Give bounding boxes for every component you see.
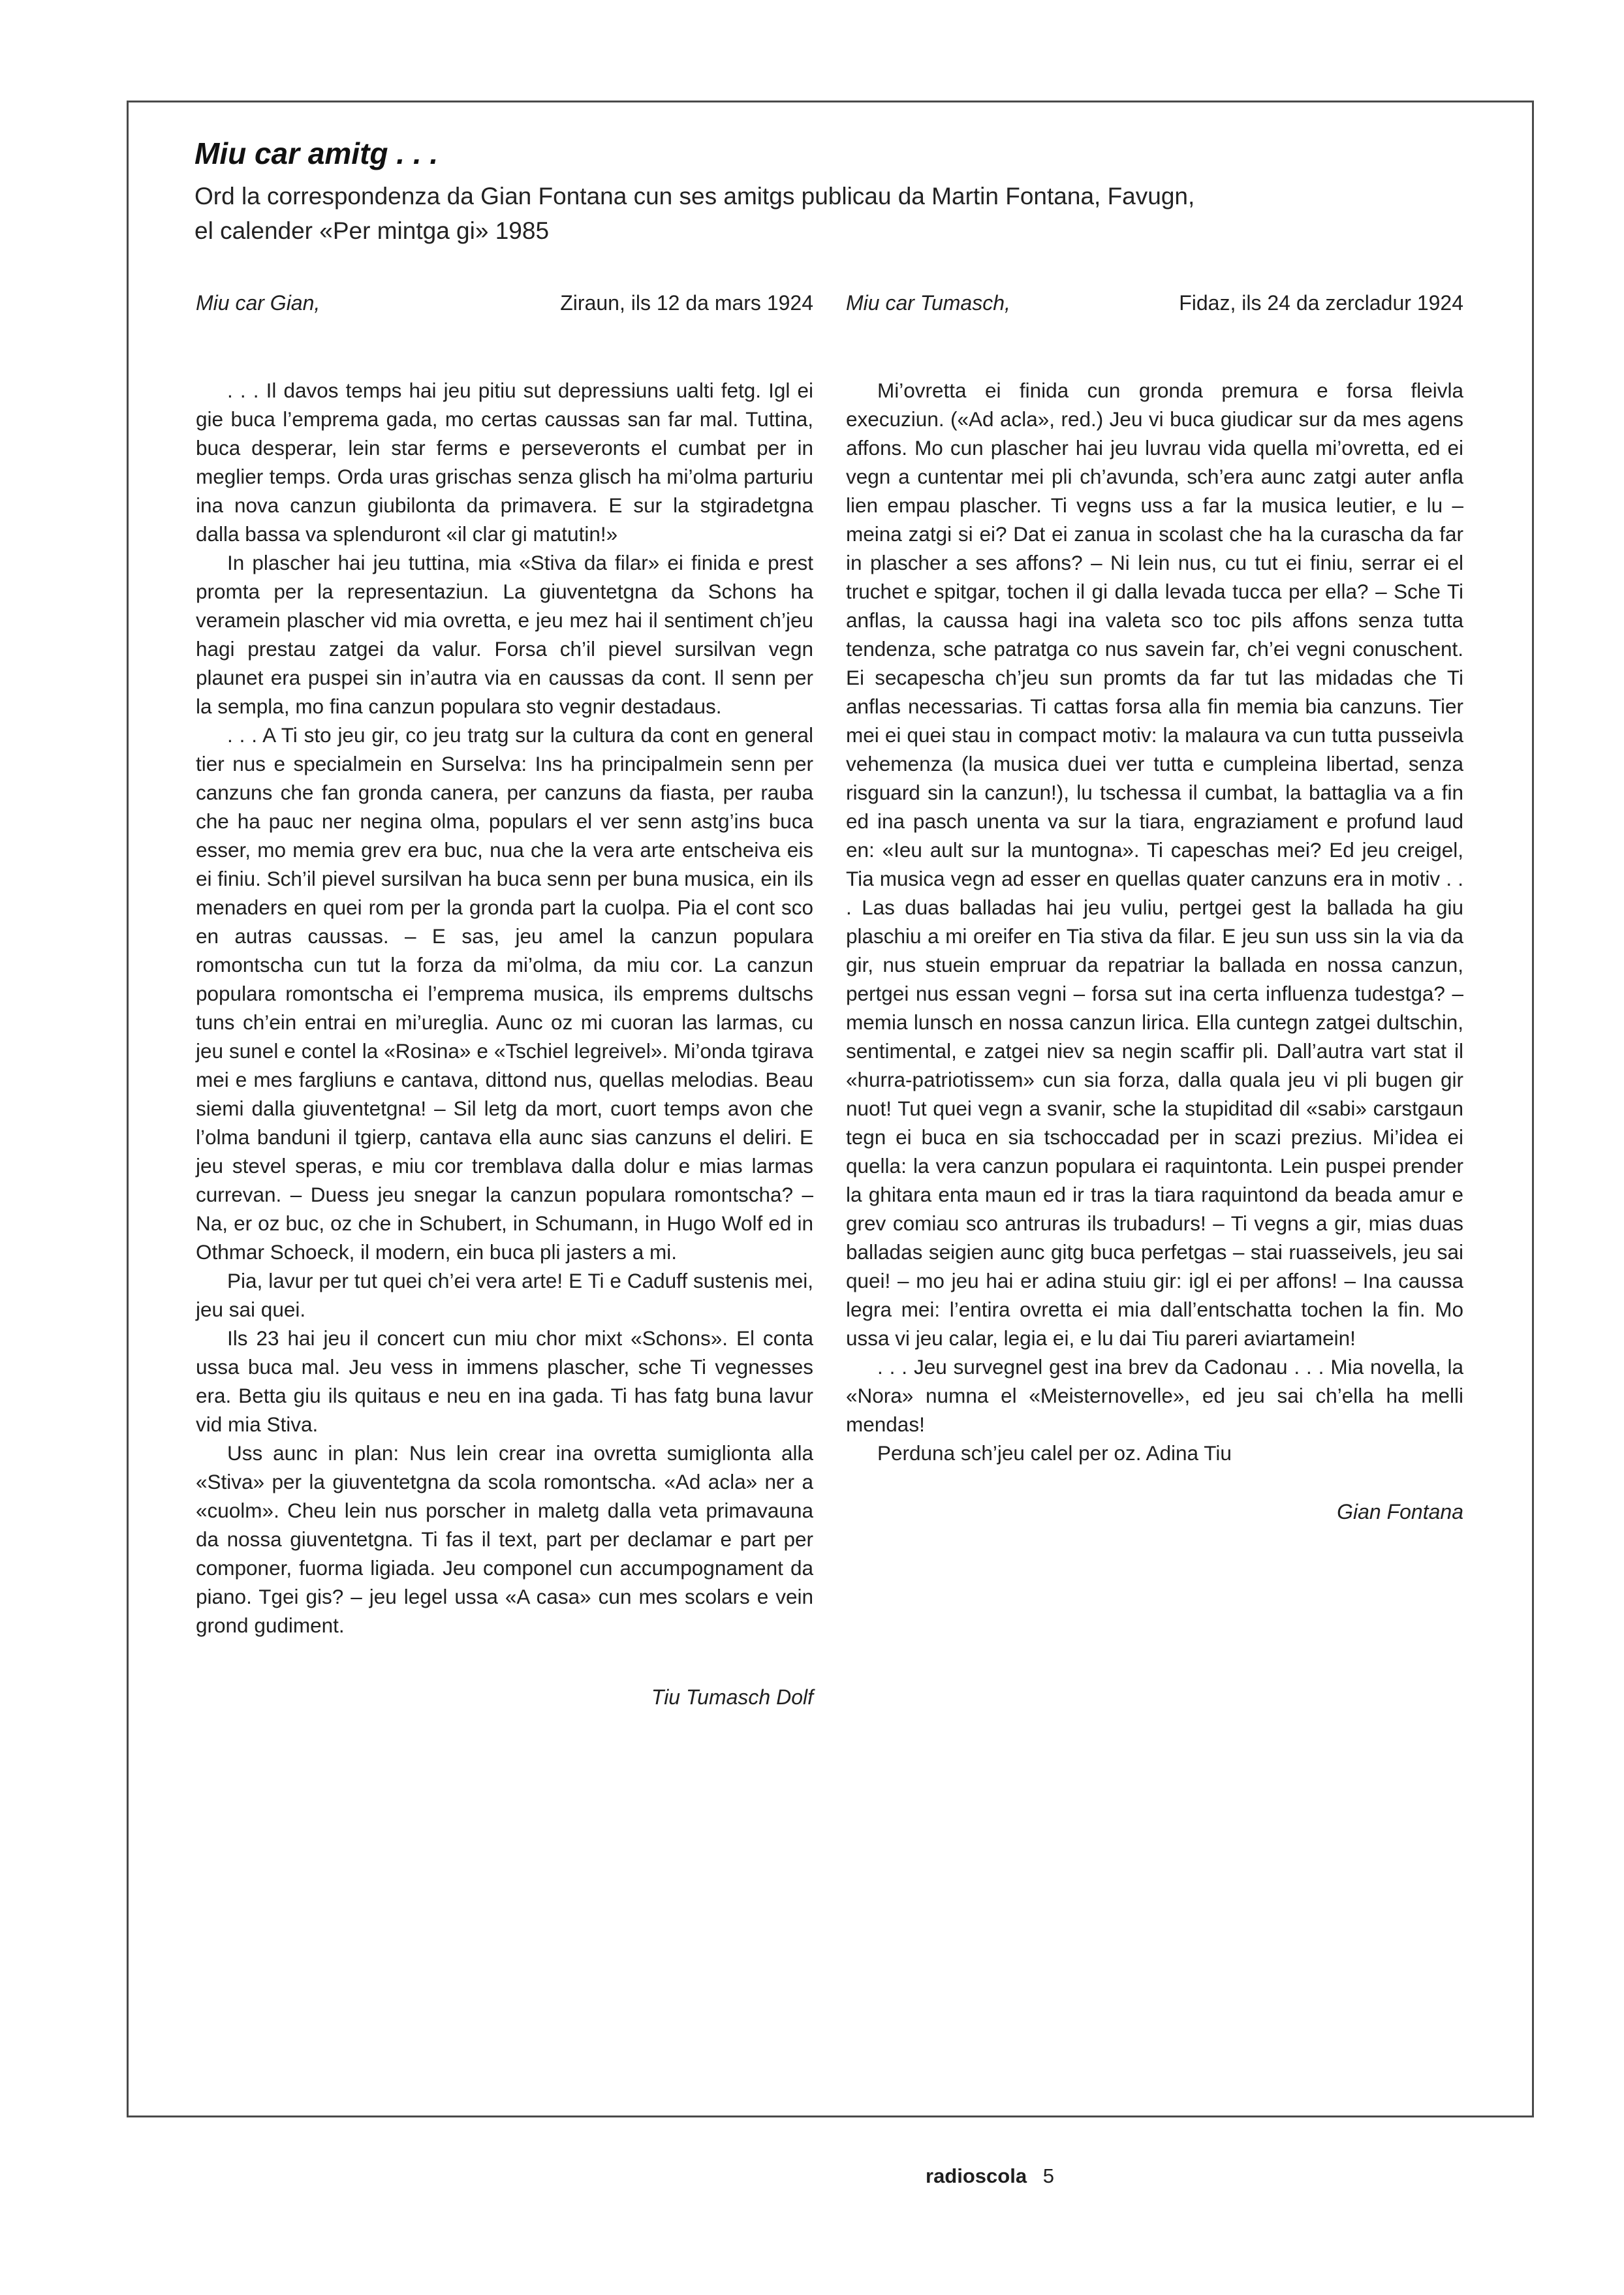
letter-place-date: Fidaz, ils 24 da zercladur 1924: [1179, 291, 1463, 315]
letter-salutation: Miu car Tumasch,: [846, 291, 1010, 315]
page-number: 5: [1042, 2164, 1054, 2187]
article-subtitle: [195, 179, 1474, 248]
letter-paragraph: In plascher hai jeu tuttina, mia «Stiva da filar» ei finida e prest promta per la representaziun. La giuventetgna da Schons ha veramein plascher vid mia ovretta, e jeu mez hai il sentiment ch’jeu hagi prestau zatgei da valur. Forsa ch’il pievel sursilvan vegn plaunet era puspei sin in’autra via en caussas da cont. Il senn per la sempla, mo fina canzun populara sto vegnir destadaus.: [196, 551, 813, 718]
article-title: Miu car amitg . . .: [195, 136, 439, 170]
letter-paragraph: . . . Jeu survegnel gest ina brev da Cadonau . . . Mia novella, la «Nora» numna el «Meisternovelle», ed jeu sai ch’ella ha melli mendas!: [846, 1355, 1463, 1436]
subtitle-line: el calender «Per mintga gi» 1985: [195, 217, 550, 244]
letter-body: [846, 376, 1463, 1467]
publication-name: radioscola: [926, 2164, 1027, 2187]
page-footer: [926, 2164, 1054, 2188]
letter-signature: Gian Fontana: [1337, 1500, 1463, 1523]
letter-paragraph: Pia, lavur per tut quei ch’ei vera arte! E Ti e Caduff sustenis mei, jeu sai quei.: [196, 1269, 813, 1321]
letter-paragraph: . . . A Ti sto jeu gir, co jeu tratg sur la cultura da cont en general tier nus e specialmein en Surselva: Ins ha principalmein senn per canzuns che fan gronda canera, per canzuns da fiasta, per rauba che ha pauc ner negina olma, populars el ver senn astg’ins buca esser, mo memia grev era buc, nua che la vera arte entscheiva eis ei finiu. Sch’il pievel sursilvan ha buca senn per buna musica, ein ils menaders en quei rom per la gronda part la cuolpa. Pia el cont sco en autras caussas. – E sas, jeu amel la canzun populara romontscha cun tut la forza da mi’olma, da miu cor. La canzun populara romontscha ei l’emprema musica, ils emprems dultschs tuns ch’ein entrai en mi’ureglia. Aunc oz mi cuoran las larmas, cu jeu sunel e contel la «Rosina» e «Tschiel legreivel». Mi’onda tgirava mei e mes fargliuns e cantava, dittond nus, quellas melodias. Beau siemi dalla giuventetgna! – Sil letg da mort, cuort temps avon che l’olma banduni il tgierp, cantava ella aunc sias canzuns el deliri. E jeu stevel speras, e miu cor tremblava dalla dolur e mias larmas currevan. – Duess jeu snegar la canzun populara romontscha? – Na, er oz buc, oz che in Schubert, in Schumann, in Hugo Wolf ed in Othmar Schoeck, il modern, ein buca pli jasters a mi.: [196, 723, 813, 1264]
letter-header: [196, 291, 813, 330]
letter-gian-fontana: [846, 291, 1463, 1524]
letter-tumasch-dolf: [196, 291, 813, 1710]
letter-paragraph: Mi’ovretta ei finida cun gronda premura e forsa fleivla execuziun. («Ad acla», red.) Jeu vi buca giudicar sur da mes agens affons. Mo cun plascher hai jeu luvrau vida quella mi’ovretta, ed ei vegn a cuntentar mei pli ch’avunda, sch’era aunc zatgi auter anfla lien empau plascher. Ti vegns uss a far la musica leutier, e lu – meina zatgi si ei? Dat ei zanua in scolast che ha la curascha da far in plascher a ses affons? – Ni lein nus, cu tut ei finiu, serrar ei el truchet e spitgar, tochen il gi dalla levada tucca per ella? – Sche Ti anflas, la caussa hagi ina valeta sco toc pils affons senza tutta tendenza, sche patratga co nus savein far, ch’ei vegni conuschent. Ei secapescha ch’jeu sun promts da far tut las midadas che Ti anflas necessarias. Ti cattas forsa alla fin memia bia canzuns. Tier mei ei quei stau in compact motiv: la malaura va cun tutta pusseivla vehemenza (la musica duei ver tutta e cumpleina libertad, senza risguard sin la canzun!), lu tschessa il cumbat, la battaglia va a fin ed ina pasch unenta va sur la tiara, engraziament e profund laud en: «Ieu ault sur la muntogna». Ti capeschas mei? Ed jeu creigel, Tia musica vegn ad esser en quellas quater canzuns era in motiv . . . Las duas balladas hai jeu vuliu, pertgei gest la ballada ha giu plaschiu a mi oreifer en Tia stiva da filar. E jeu sun uss sin la via da gir, nus stuein empruar da repatriar la ballada en nossa canzun, pertgei nus essan vegni – forsa sut ina certa influenza tudestga? – memia lunsch en nossa canzun lirica. Ella cuntegn zatgei dultschin, sentimental, e zatgei niev sa negin scaffir pli. Dall’autra vart stat il «hurra-patriotissem» cun sia forza, dalla quala jeu vi pli bugen gir nuot! Tut quei vegn a svanir, sche la stupiditad dil «sabi» carstgaun tegn ei buca en sia tschoccadad per in scazi prezius. Mi’idea ei quella: la vera canzun populara ei raquintonta. Lein puspei prender la ghitara enta maun ed ir tras la tiara raquintond da beada amur e grev comiau sco antruras ils trubadurs! – Ti vegns a gir, mias duas balladas seigien aunc gitg buca perfetgas – stai ruasseivels, jeu sai quei! – mo jeu hai er adina stuiu gir: igl ei per affons! – Ina caussa legra mei: l’entira ovretta ei mia dall’entschatta tochen la fin. Mo ussa vi jeu calar, legia ei, e lu dai Tiu pareri aviartamein!: [846, 379, 1463, 1350]
letter-header: [846, 291, 1463, 330]
subtitle-line: Ord la correspondenza da Gian Fontana cun ses amitgs publicau da Martin Fontana, Favugn,: [195, 183, 1195, 210]
letter-body: [196, 376, 813, 1640]
letter-salutation: Miu car Gian,: [196, 291, 320, 315]
letter-paragraph: Uss aunc in plan: Nus lein crear ina ovretta sumiglionta alla «Stiva» per la giuventetgna da scola romontscha. «Ad acla» ner a «cuolm». Cheu lein nus porscher in maletg dalla veta primavauna da nossa giuventetgna. Ti fas il text, part per declamar e part per componer, fuorma ligiada. Jeu componel cun accumpognament da piano. Tgei gis? – jeu legel ussa «A casa» cun mes scolars e vein grond gudiment.: [196, 1441, 813, 1637]
letter-place-date: Ziraun, ils 12 da mars 1924: [560, 291, 813, 315]
letter-paragraph: Ils 23 hai jeu il concert cun miu chor mixt «Schons». El conta ussa buca mal. Jeu vess in immens plascher, sche Ti vegnesses era. Betta giu ils quitaus e neu en ina gada. Ti has fatg buna lavur vid mia Stiva.: [196, 1326, 813, 1436]
letter-paragraph: . . . Il davos temps hai jeu pitiu sut depressiuns ualti fetg. Igl ei gie buca l’emprema gada, mo certas caussas san far mal. Tuttina, buca desperar, lein star ferms e perseveronts el cumbat per in meglier temps. Orda uras grischas senza glisch ha mi’olma parturiu ina nova canzun giubilonta da primavera. E sur la stgiradetgna dalla bassa va splenduront «il clar gi matutin!»: [196, 379, 813, 546]
letter-paragraph: Perduna sch’jeu calel per oz. Adina Tiu: [877, 1441, 1232, 1465]
letter-signature: Tiu Tumasch Dolf: [651, 1685, 813, 1709]
